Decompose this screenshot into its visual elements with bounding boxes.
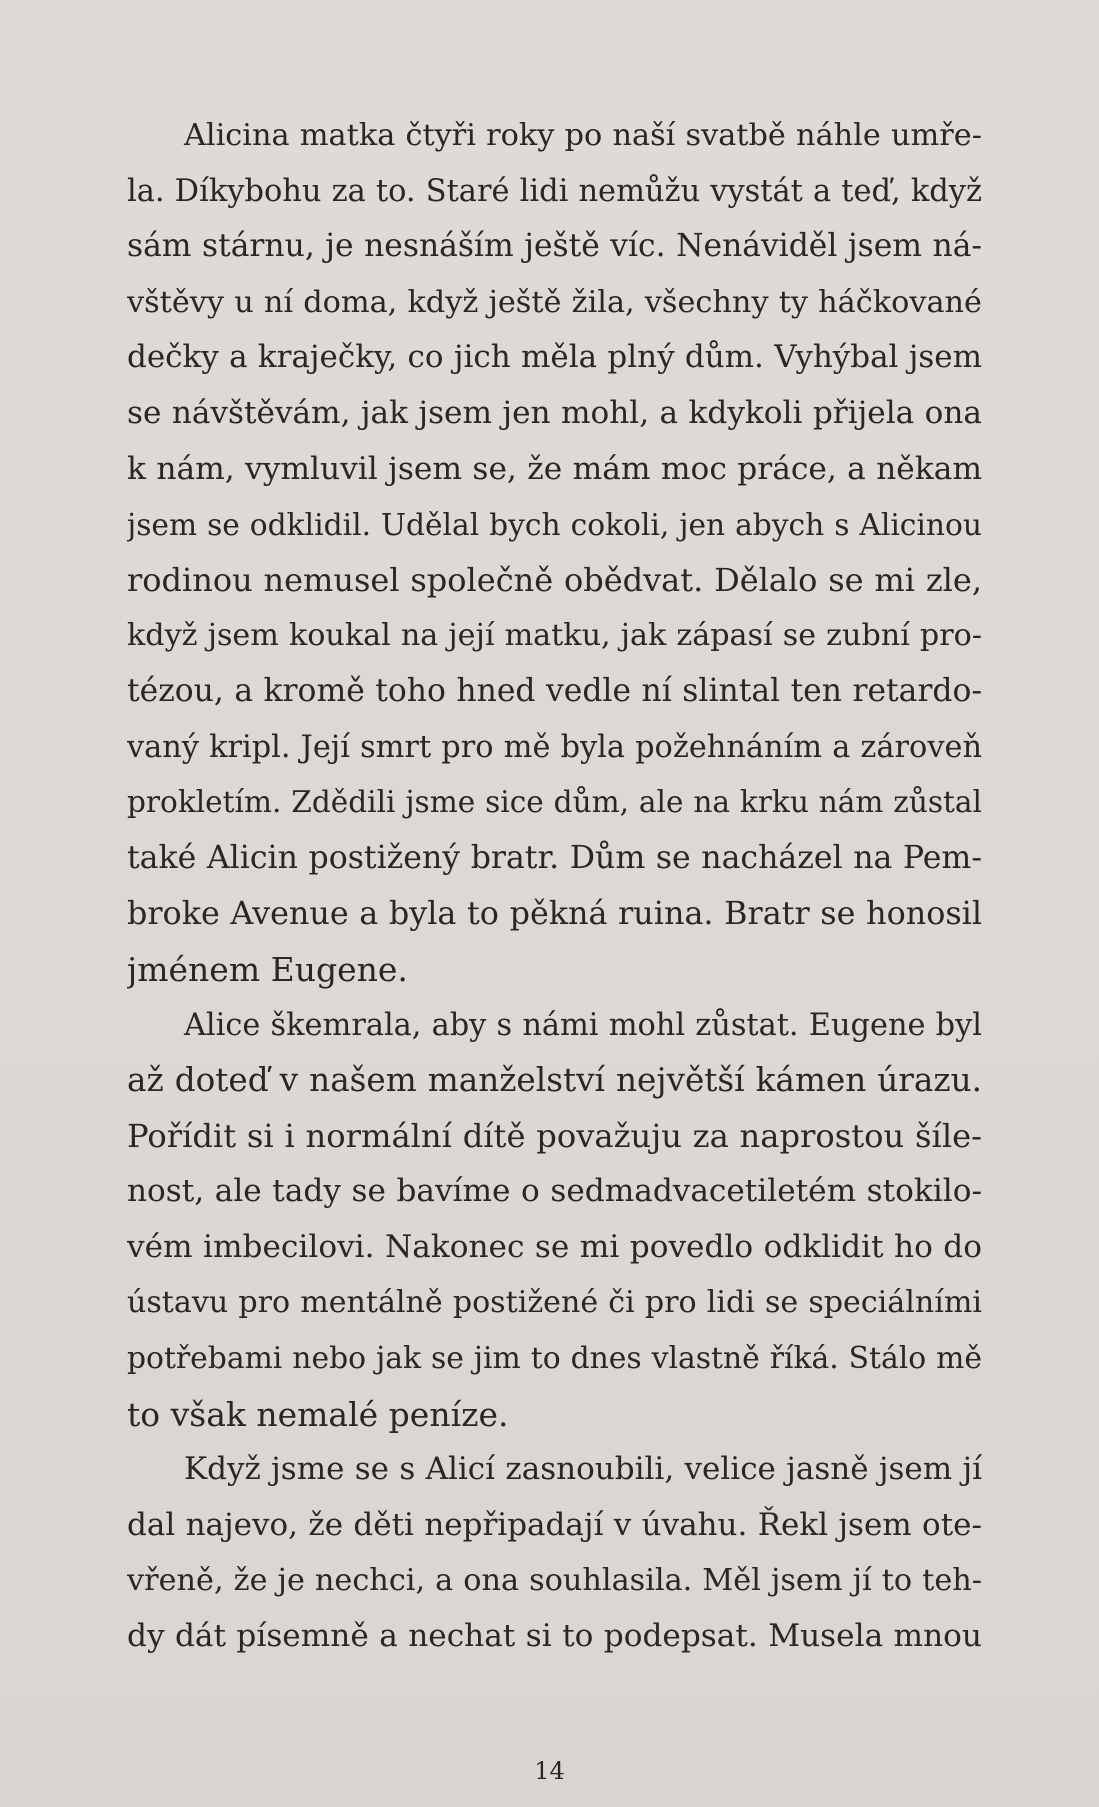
text-line: dy dát písemně a nechat si to podepsat. Musela mnou bbox=[127, 1618, 982, 1655]
text-line: se návštěvám, jak jsem jen mohl, a kdykoli přijela ona bbox=[127, 394, 982, 431]
text-line: potřebami nebo jak se jim to dnes vlastně říká. Stálo mě bbox=[127, 1341, 982, 1377]
paragraph-2 bbox=[127, 998, 982, 1443]
text-line: prokletím. Zdědili jsme sice dům, ale na krku nám zůstal bbox=[127, 785, 982, 820]
text-line: dečky a kraječky, co jich měla plný dům. Vyhýbal jsem bbox=[127, 339, 982, 376]
text-line: nost, ale tady se bavíme o sedmadvacetiletém stokilo- bbox=[127, 1173, 982, 1210]
text-line: broke Avenue a byla to pěkná ruina. Bratr se honosil bbox=[127, 894, 982, 933]
text-line: když jsem koukal na její matku, jak zápasí se zubní pro- bbox=[127, 618, 982, 654]
text-line: vřeně, že je nechci, a ona souhlasila. Měl jsem jí to teh- bbox=[127, 1563, 982, 1599]
text-line: Alice škemrala, aby s námi mohl zůstat. Eugene byl bbox=[184, 1007, 982, 1043]
text-line: vaný kripl. Její smrt pro mě byla požehnáním a zároveň bbox=[127, 729, 982, 765]
text-line: ústavu pro mentálně postižené či pro lidi se speciálními bbox=[127, 1285, 982, 1321]
page-number: 14 bbox=[534, 1757, 565, 1785]
text-line: Alicina matka čtyři roky po naší svatbě náhle umře- bbox=[184, 118, 982, 153]
text-line: jsem se odklidil. Udělal bych cokoli, jen abych s Alicinou bbox=[127, 507, 982, 543]
text-line: až doteď v našem manželství největší kámen úrazu. bbox=[127, 1061, 982, 1100]
text-line: Když jsme se s Alicí zasnoubili, velice jasně jsem jí bbox=[184, 1451, 982, 1488]
text-line: vém imbecilovi. Nakonec se mi povedlo odklidit ho do bbox=[127, 1228, 982, 1265]
text-line: rodinou nemusel společně obědvat. Dělalo se mi zle, bbox=[127, 560, 982, 599]
paragraph-3 bbox=[127, 1442, 982, 1664]
text-line: la. Díkybohu za to. Staré lidi nemůžu vystát a teď, když bbox=[127, 173, 982, 209]
text-line: tézou, a kromě toho hned vedle ní slintal ten retardo- bbox=[127, 672, 982, 709]
body-text bbox=[127, 108, 982, 1665]
text-line: jménem Eugene. bbox=[127, 949, 408, 989]
text-line: vštěvy u ní doma, když ještě žila, všechny ty háčkované bbox=[127, 284, 982, 320]
text-line: také Alicin postižený bratr. Dům se nacházel na Pem- bbox=[127, 839, 982, 876]
text-line: to však nemalé peníze. bbox=[127, 1394, 509, 1434]
text-line: dal najevo, že děti nepřipadají v úvahu. Řekl jsem ote- bbox=[127, 1506, 982, 1543]
text-line: k nám, vymluvil jsem se, že mám moc práce, a někam bbox=[127, 450, 982, 487]
text-line: Pořídit si i normální dítě považuju za naprostou šíle- bbox=[127, 1116, 982, 1155]
paragraph-1 bbox=[127, 108, 982, 998]
text-line: sám stárnu, je nesnáším ještě víc. Nenáviděl jsem ná- bbox=[127, 228, 982, 265]
